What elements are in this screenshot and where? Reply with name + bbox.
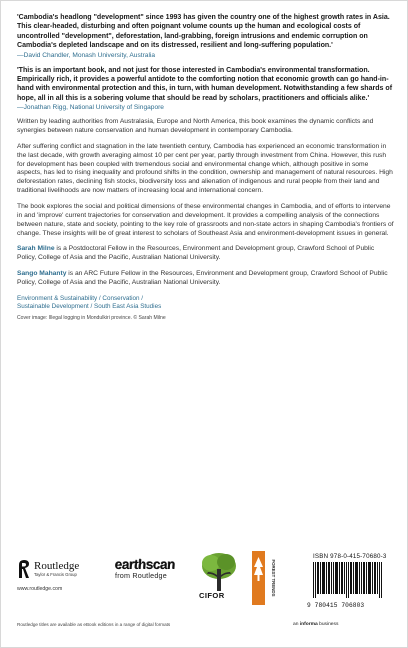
earthscan-subtitle: from Routledge	[115, 571, 167, 580]
isbn-label: ISBN 978-0-415-70680-3	[313, 553, 387, 560]
routledge-mark-icon	[17, 559, 31, 579]
author-name-2: Sango Mahanty	[17, 270, 67, 278]
ebook-note: Routledge titles are available as eBook editions in a range of digital formats	[17, 622, 171, 627]
isbn-barcode-block	[307, 553, 395, 611]
cover-image-credit: Cover image: Illegal logging in Mondulkiri province. © Sarah Milne	[17, 314, 166, 321]
author-bio-1: Sarah Milne is a Postdoctoral Fellow in the Resources, Environment and Development group, Crawford School of Public Policy, College of Asia and the Pacific, Australian National University.	[17, 245, 375, 262]
endorsement-attribution-2: —Jonathan Rigg, National University of Singapore	[17, 104, 164, 112]
informa-business-mark: an informa business	[293, 622, 339, 627]
endorsement-quote-2: 'This is an important book, and not just for those interested in Cambodia's environmental transformation. Empirically rich, it provides a powerful antidote to the comforting notion that economic growth can go hand-in-hand with environmental protection and this, in turn, with human development. Notwithstanding a few shards of hope, all in all this is a sobering volume that should be read by scholars, practitioners and officials alike.'	[17, 66, 393, 102]
routledge-url[interactable]: www.routledge.com	[17, 586, 63, 592]
forest-trends-name: FOREST TRENDS	[271, 559, 276, 597]
earthscan-logo	[115, 557, 175, 580]
endorsement-quote-1: 'Cambodia's headlong "development" since 1993 has given the country one of the highest growth rates in Asia. This clear-headed, disturbing and often poignant volume counts up the human and ecological costs of uncontrolled "development", deforestation, land-grabbing, foreign intrusions and endemic corruption on Cambodia's depleted landscape and on its distressed, resilient and long-suffering population.'	[17, 14, 390, 50]
author-bio-2: Sango Mahanty is an ARC Future Fellow in the Resources, Environment and Development group, Crawford School of Public Policy, College of Asia and the Pacific, Australian National University.	[17, 270, 388, 286]
barcode-icon	[307, 562, 393, 598]
routledge-name: Routledge	[34, 560, 80, 572]
forest-trends-logo-icon	[252, 551, 280, 605]
description-paragraph-3: The book explores the social and political dimensions of these environmental changes in Cambodia, and of efforts to intervene in and 'improve' current trajectories for conservation and development. It provides a compelling analysis of the connections between nature, state and society, pointing to the key role of grassroots and non-state actors in shaping Cambodia's frontiers of change. These insights will be of great interest to scholars of Southeast Asia and environment-development issues in general.	[17, 203, 394, 237]
barcode-digits: 9 780415 706803	[307, 602, 365, 609]
endorsement-attribution-1: —David Chandler, Monash University, Australia	[17, 51, 156, 59]
cifor-name: CIFOR	[199, 591, 225, 600]
description-paragraph-1: Written by leading authorities from Australasia, Europe and North America, this book examines the dynamic conflicts and synergies between nature conservation and human development in contemporary Cambodia.	[17, 118, 374, 135]
earthscan-name: earthscan	[114, 557, 176, 572]
cifor-tree-icon	[197, 551, 241, 591]
publisher-logos	[17, 551, 395, 615]
author-name-1: Sarah Milne	[17, 245, 55, 253]
subject-categories: Environment & Sustainability / Conservation / Sustainable Development / South East Asia Studies	[17, 294, 162, 311]
routledge-subtitle: Taylor & Francis Group	[34, 572, 77, 577]
description-paragraph-2: After suffering conflict and stagnation in the late twentieth century, Cambodia has experienced an economic transformation in the last decade, with growth averaging almost 10 per cent per year, partly through investment from China. However, this rush for development has been coupled with tremendous social and environmental change which, although positive in some aspects, has led to rising inequality and profound shifts in the condition, ownership and management of natural resources. High deforestation rates, declining fish stocks, biodiversity loss and alienation of indigenous and rural people from their land and traditional livelihoods are now matters of increasing local and international concern.	[17, 142, 393, 195]
blurb-column	[17, 13, 395, 322]
